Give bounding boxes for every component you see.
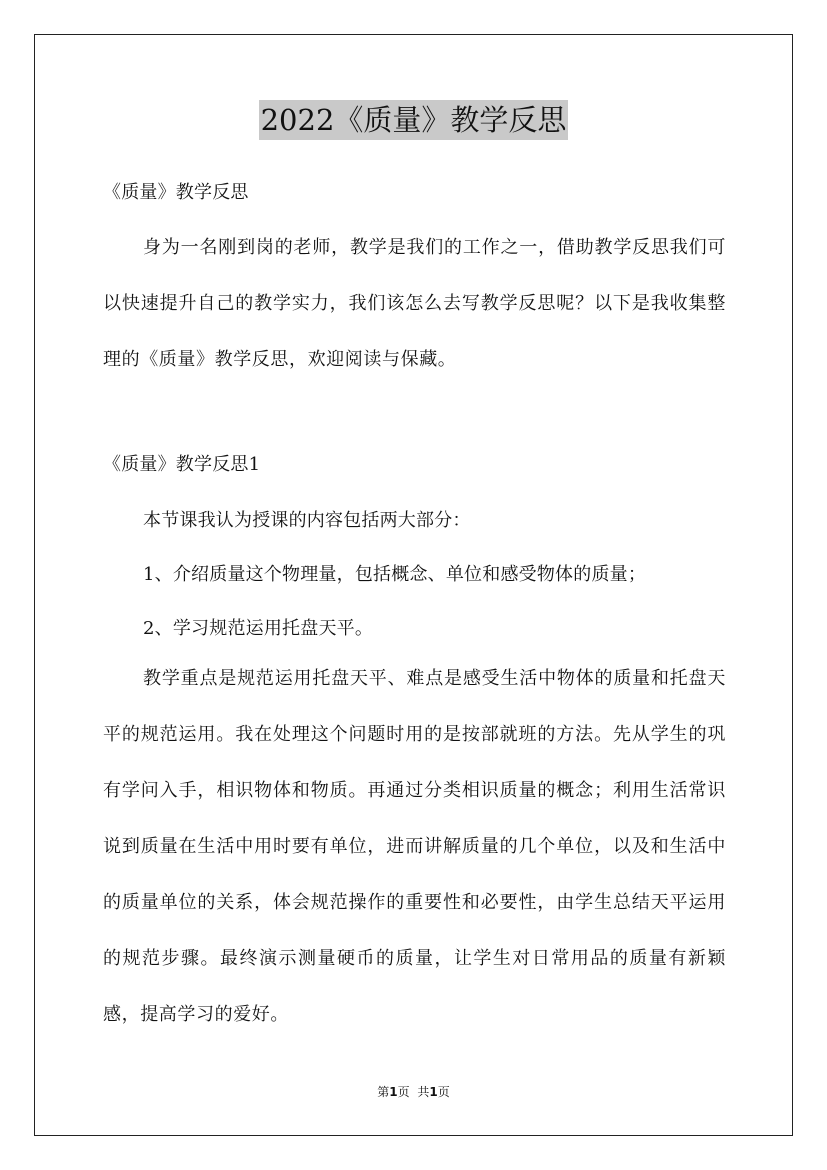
intro-paragraph: 身为一名刚到岗的老师，教学是我们的工作之一，借助教学反思我们可以快速提升自己的教学实力，我们该怎么去写教学反思呢？以下是我收集整理的《质量》教学反思，欢迎阅读与保藏。 xyxy=(103,237,726,370)
title-container xyxy=(0,100,827,140)
list-item-2: 2、学习规范运用托盘天平。 xyxy=(143,618,374,639)
total-suffix: 页 xyxy=(437,1085,450,1099)
page-number: 1 xyxy=(389,1085,398,1099)
page-label-suffix: 页 xyxy=(397,1085,410,1099)
page-label-prefix: 第 xyxy=(377,1085,390,1099)
total-pages: 1 xyxy=(429,1085,438,1099)
section-heading: 《质量》教学反思1 xyxy=(103,454,261,475)
page-footer xyxy=(0,1084,827,1100)
total-prefix: 共 xyxy=(417,1085,430,1099)
body-paragraph: 教学重点是规范运用托盘天平、难点是感受生活中物体的质量和托盘天平的规范运用。我在处理这个问题时用的是按部就班的方法。先从学生的巩有学问入手，相识物体和物质。再通过分类相识质量的概念；利用生活常识说到质量在生活中用时要有单位，进而讲解质量的几个单位，以及和生活中的质量单位的关系，体会规范操作的重要性和必要性，由学生总结天平运用的规范步骤。最终演示测量硬币的质量，让学生对日常用品的质量有新颖 感，提高学习的爱好。 xyxy=(103,668,745,1025)
subtitle: 《质量》教学反思 xyxy=(103,182,249,203)
list-item-1: 1、介绍质量这个物理量，包括概念、单位和感受物体的质量； xyxy=(143,564,647,585)
document-title: 2022《质量》教学反思 xyxy=(259,100,569,140)
section-lead: 本节课我认为授课的内容包括两大部分： xyxy=(143,510,471,531)
